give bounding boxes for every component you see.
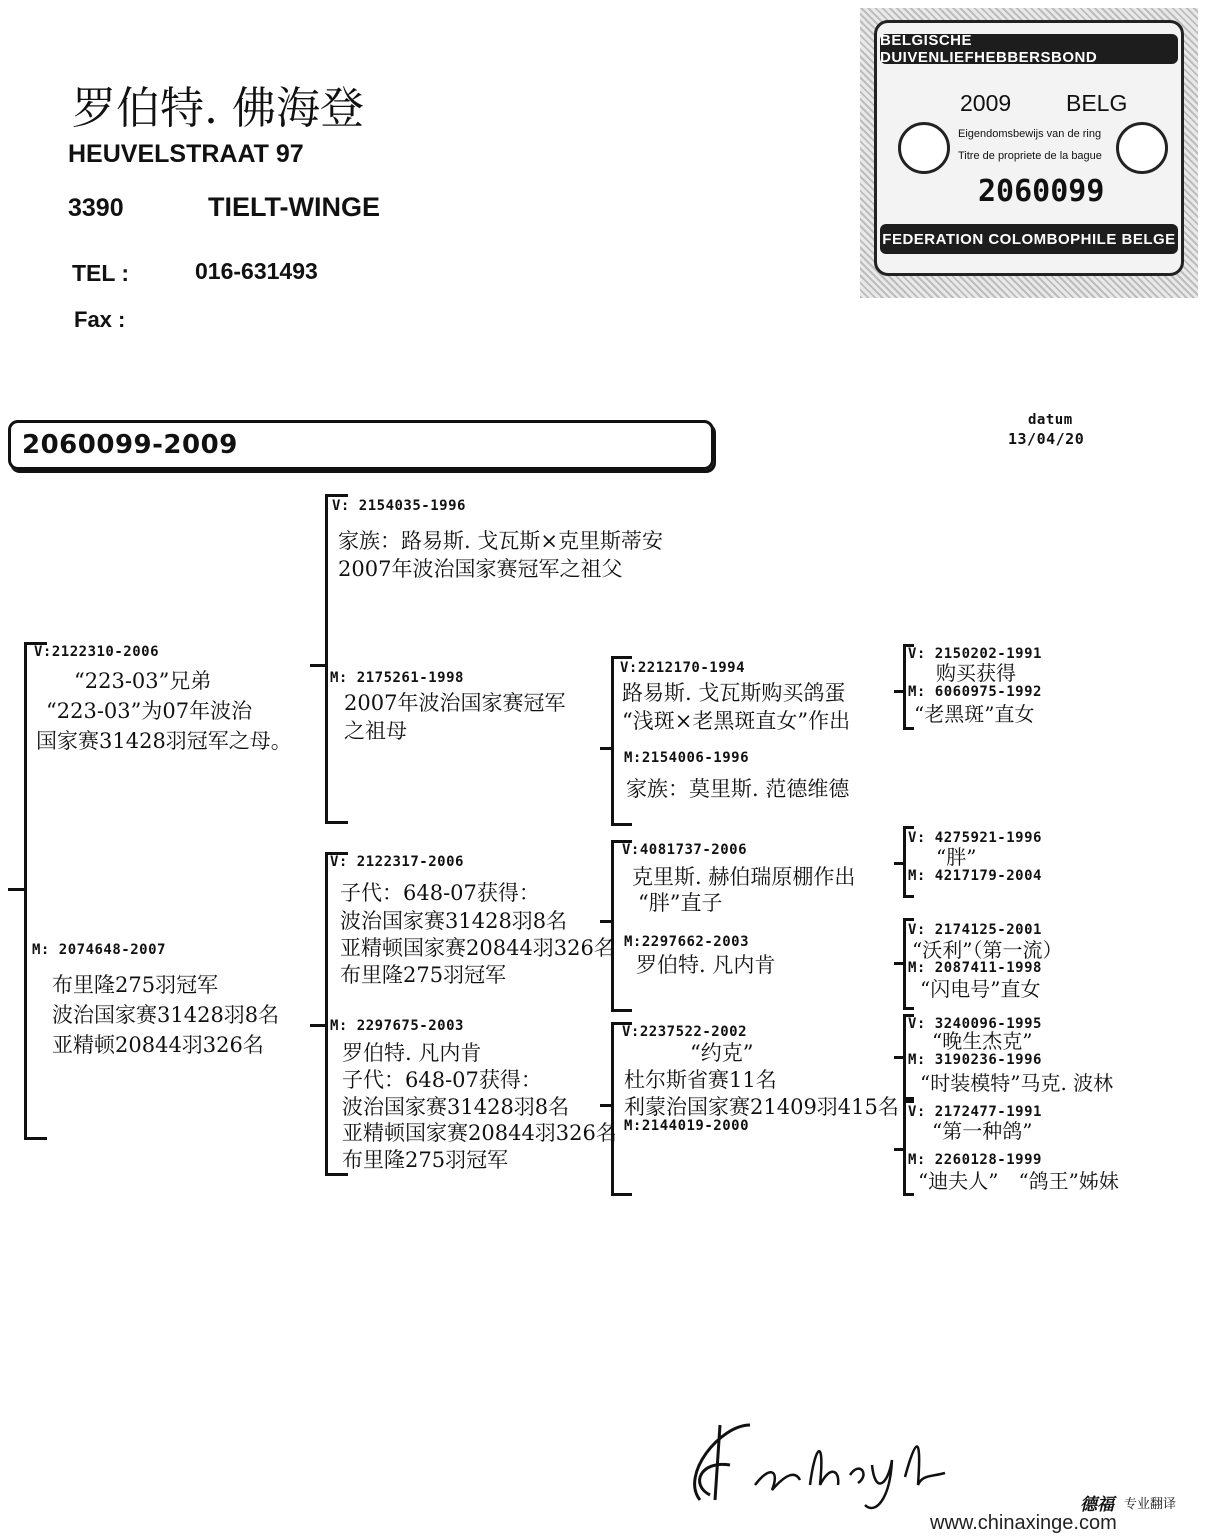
ss-code: V: 2154035-1996 — [332, 498, 466, 514]
signature-icon — [660, 1405, 950, 1515]
dd-line: 布里隆275羽冠军 — [342, 1148, 509, 1172]
sire-line: 国家赛31428羽冠军之母。 — [36, 729, 292, 753]
g4-code: V: 2172477-1991 — [908, 1104, 1042, 1120]
dsd-line: 罗伯特. 凡内肯 — [636, 953, 776, 977]
tel-label: TEL : — [72, 260, 130, 286]
g4-text: “沃利”（第一流） — [912, 938, 1063, 962]
sire-code: V:2122310-2006 — [34, 644, 160, 660]
dss-line: “胖”直子 — [638, 891, 723, 915]
g4-text: “闪电号”直女 — [920, 977, 1041, 1001]
dss-line: 克里斯. 赫伯瑞原棚作出 — [632, 865, 856, 889]
stamp-crown-icon — [1116, 122, 1168, 174]
ds-line: 亚精顿国家赛20844羽326名 — [340, 936, 615, 960]
ss-line: 2007年波治国家赛冠军之祖父 — [338, 557, 623, 581]
dam-line: 波治国家赛31428羽8名 — [52, 1003, 280, 1027]
g4-code: V: 2174125-2001 — [908, 922, 1042, 938]
dd-code: M: 2297675-2003 — [330, 1018, 464, 1034]
ds-line: 波治国家赛31428羽8名 — [340, 909, 568, 933]
g4-code: M: 3190236-1996 — [908, 1052, 1042, 1068]
g4-text: 购买获得 — [936, 661, 1016, 685]
fax-label: Fax : — [74, 307, 126, 332]
sire-line: “223-03”为07年波治 — [46, 699, 253, 723]
g4-code: M: 2260128-1999 — [908, 1152, 1042, 1168]
brand-name: 德福 — [1080, 1495, 1114, 1515]
sd-line: 之祖母 — [344, 719, 407, 743]
dd-line: 波治国家赛31428羽8名 — [342, 1095, 570, 1119]
g4-text: “晚生杰克” — [932, 1029, 1033, 1053]
ds-code: V: 2122317-2006 — [330, 854, 464, 870]
sds-line: “浅斑×老黑斑直女”作出 — [622, 709, 851, 733]
sd-line: 2007年波治国家赛冠军 — [344, 691, 566, 715]
owner-postcode: 3390 — [68, 194, 124, 222]
g4-code: M: 2087411-1998 — [908, 960, 1042, 976]
g4-code: M: 4217179-2004 — [908, 868, 1042, 884]
stamp-ring-number: 2060099 — [978, 174, 1105, 209]
ddd-code: M:2144019-2000 — [624, 1118, 750, 1134]
website-watermark: www.chinaxinge.com — [930, 1512, 1117, 1534]
dd-line: 罗伯特. 凡内肯 — [342, 1041, 482, 1065]
dsd-code: M:2297662-2003 — [624, 934, 750, 950]
ds-bracket — [611, 840, 632, 1012]
ss-line: 家族：路易斯. 戈瓦斯×克里斯蒂安 — [338, 529, 663, 553]
ds-line: 布里隆275羽冠军 — [340, 963, 507, 987]
g4-text: “第一种鸽” — [932, 1119, 1033, 1143]
stamp-year: 2009 — [960, 90, 1012, 116]
stamp-bottom-band: FEDERATION COLOMBOPHILE BELGE — [880, 224, 1178, 254]
sds-code: V:2212170-1994 — [620, 660, 746, 676]
owner-name: 罗伯特. 佛海登 — [72, 83, 364, 134]
dd-line: 子代：648-07获得： — [342, 1068, 542, 1092]
datum-label: datum — [1028, 412, 1073, 428]
dd-line: 亚精顿国家赛20844羽326名 — [342, 1121, 617, 1145]
ring-title: 2060099-2009 — [22, 430, 238, 460]
dds-line: 利蒙治国家赛21409羽415名 — [624, 1095, 899, 1119]
g4-code: V: 3240096-1995 — [908, 1016, 1042, 1032]
g4-code: V: 2150202-1991 — [908, 646, 1042, 662]
stamp-line1: Eigendomsbewijs van de ring — [958, 128, 1102, 140]
g4-text: “时装模特”马克. 波林 — [920, 1071, 1114, 1095]
g4-code: V: 4275921-1996 — [908, 830, 1042, 846]
g4-text: “胖” — [936, 845, 977, 869]
g4-text: “老黑斑”直女 — [914, 702, 1035, 726]
dss-code: V:4081737-2006 — [622, 842, 748, 858]
sds-line: 路易斯. 戈瓦斯购买鸽蛋 — [622, 681, 846, 705]
sd-code: M: 2175261-1998 — [330, 670, 464, 686]
stamp-line2: Titre de propriete de la bague — [958, 150, 1102, 162]
sdd-line: 家族：莫里斯. 范德维德 — [626, 777, 850, 801]
stamp-seal-left-icon — [898, 122, 950, 174]
dds-code: V:2237522-2002 — [622, 1024, 748, 1040]
tel-value: 016-631493 — [195, 258, 318, 284]
stamp-country: BELG — [1066, 90, 1128, 116]
sdd-code: M:2154006-1996 — [624, 750, 750, 766]
stamp-top-band: BELGISCHE DUIVENLIEFHEBBERSBOND — [880, 34, 1178, 64]
g4-code: M: 6060975-1992 — [908, 684, 1042, 700]
dds-line: “约克” — [690, 1041, 754, 1065]
ds-line: 子代：648-07获得： — [340, 881, 540, 905]
dam-line: 布里隆275羽冠军 — [52, 973, 219, 997]
dam-code: M: 2074648-2007 — [32, 942, 166, 958]
owner-street: HEUVELSTRAAT 97 — [68, 140, 304, 168]
brand-subtitle: 专业翻译 — [1124, 1497, 1177, 1512]
ring-certificate-stamp — [860, 8, 1198, 298]
datum-value: 13/04/20 — [1008, 430, 1085, 448]
gen1-bracket — [24, 642, 47, 1140]
g4-text: “迪夫人” “鸽王”姊妹 — [918, 1169, 1119, 1193]
sire-line: “223-03”兄弟 — [74, 669, 212, 693]
dam-line: 亚精顿20844羽326名 — [52, 1033, 264, 1057]
owner-city: TIELT-WINGE — [208, 192, 380, 222]
dds-line: 杜尔斯省赛11名 — [624, 1068, 777, 1092]
